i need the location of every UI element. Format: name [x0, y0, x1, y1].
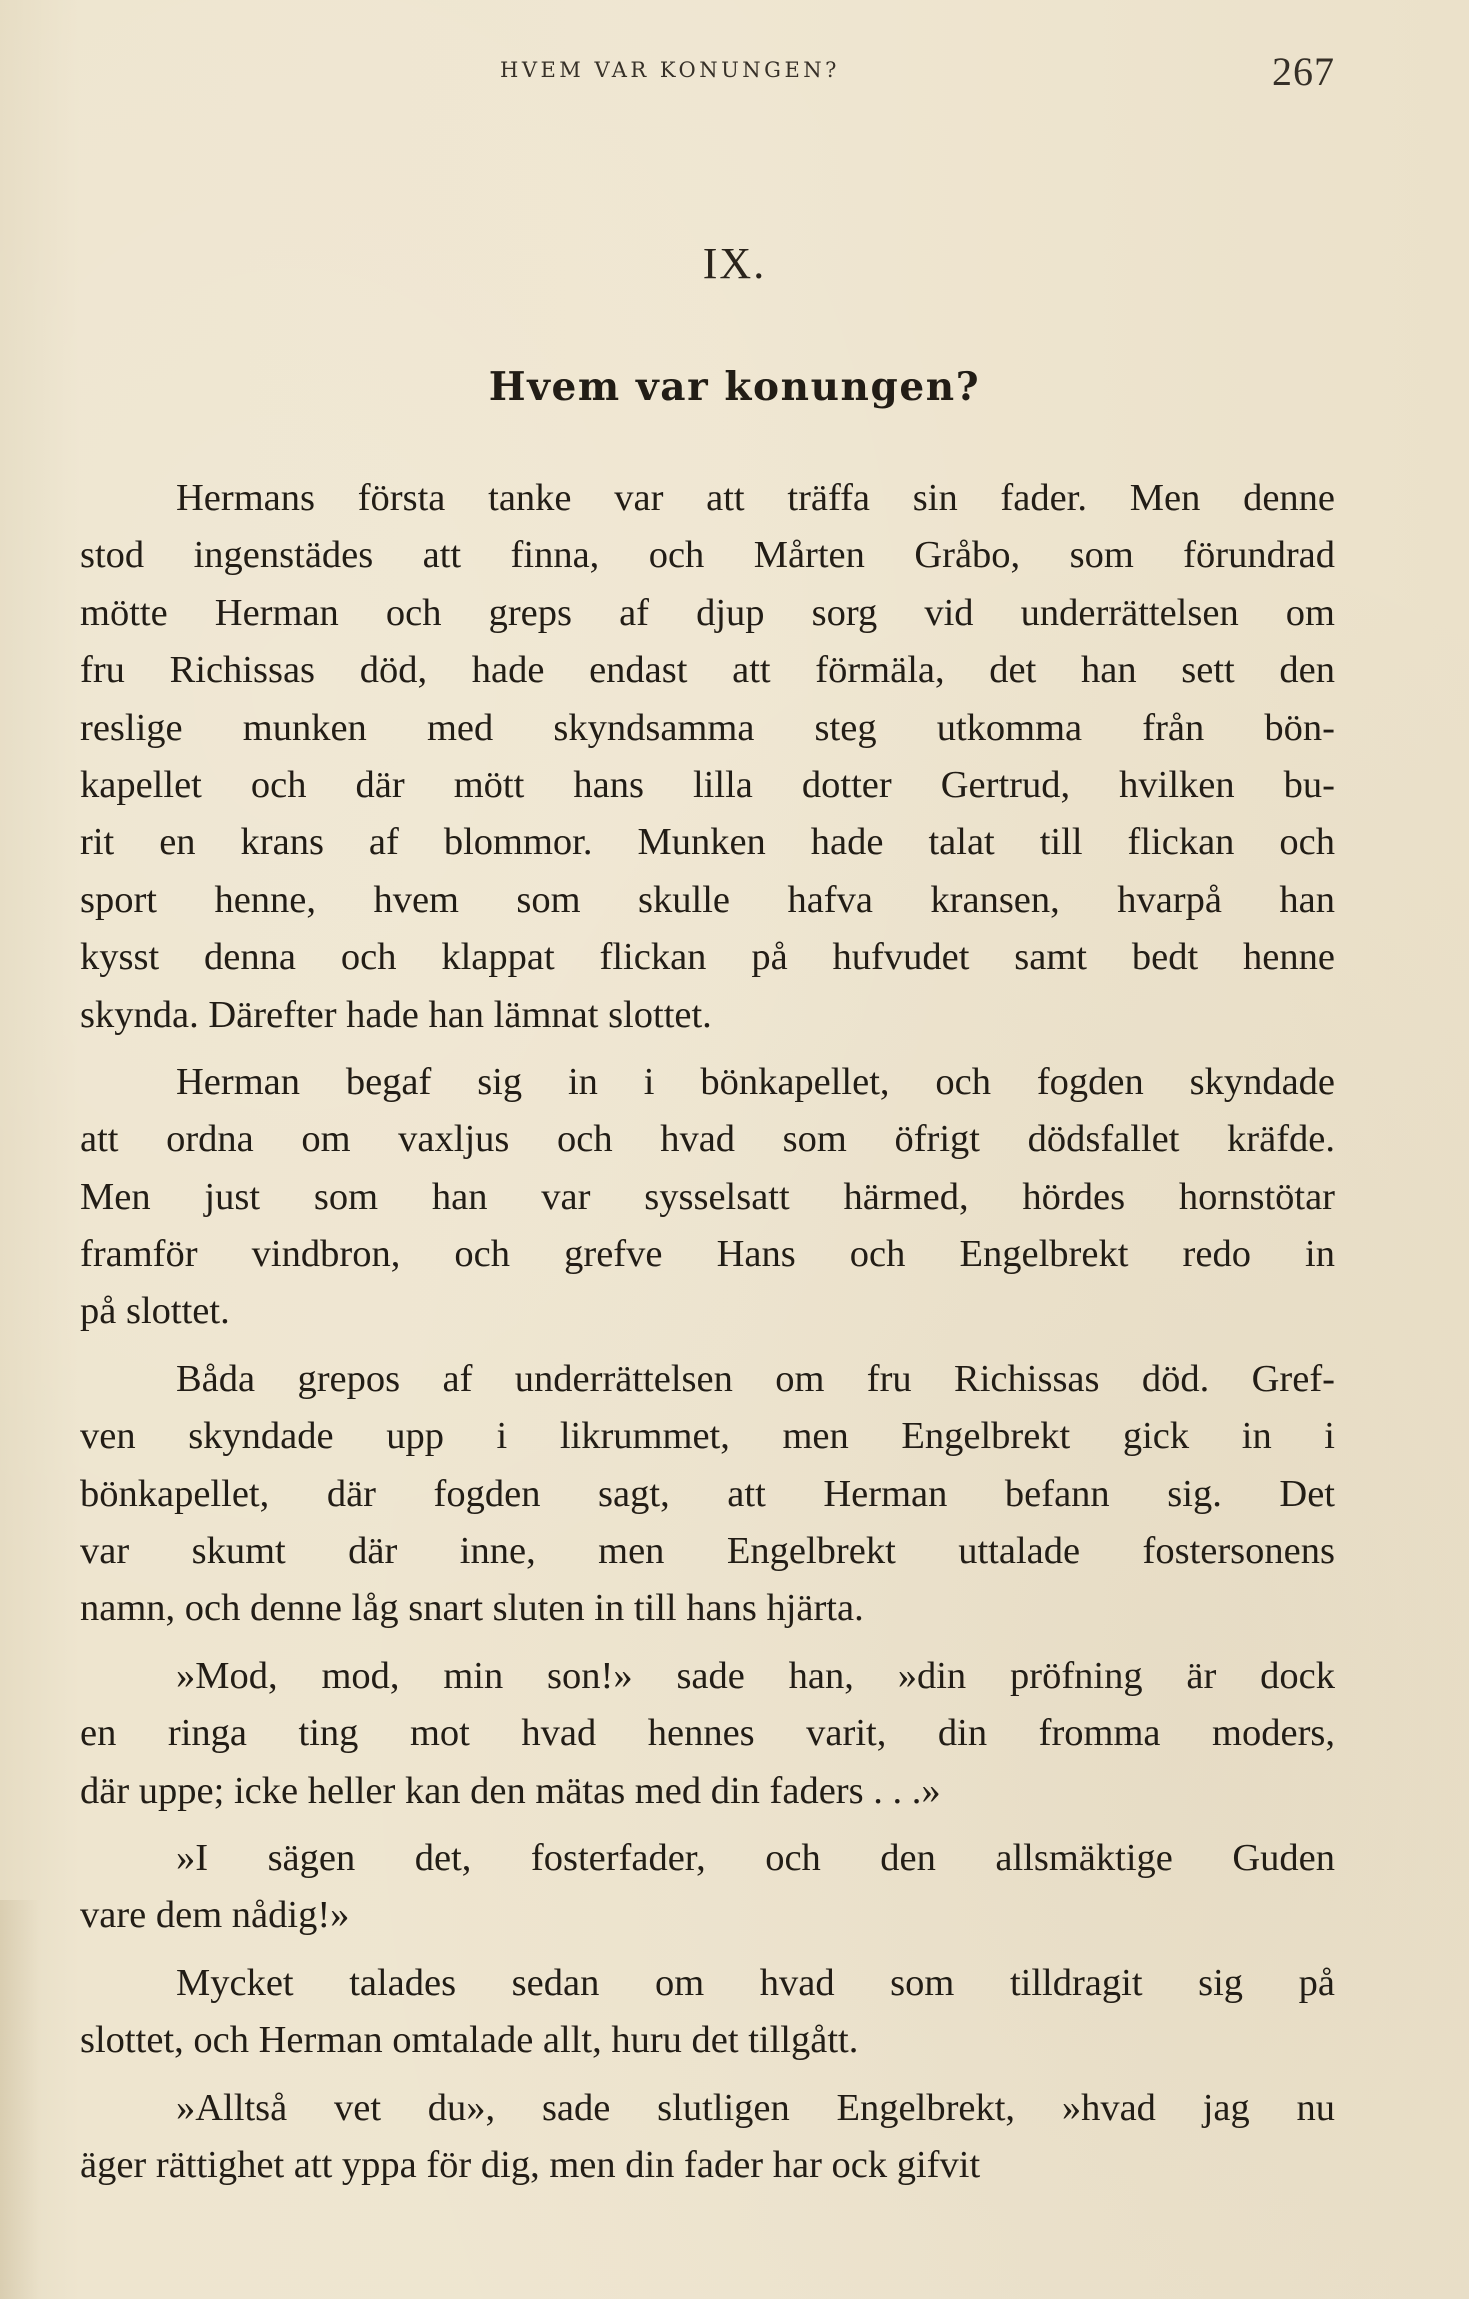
- text-line: kysst denna och klappat flickan på hufvudet samt bedt henne: [80, 936, 1335, 979]
- text-line: rit en krans af blommor. Munken hade talat till flickan och: [80, 821, 1335, 864]
- text-line: »Mod, mod, min son!» sade han, »din pröfning är dock: [176, 1654, 1335, 1697]
- text-line: på slottet.: [80, 1290, 230, 1333]
- text-line: ven skyndade upp i likrummet, men Engelbrekt gick in i: [80, 1415, 1335, 1458]
- text-line: kapellet och där mött hans lilla dotter Gertrud, hvilken bu-: [80, 763, 1335, 806]
- text-line: vare dem nådig!»: [80, 1894, 350, 1937]
- text-line: Herman begaf sig in i bönkapellet, och fogden skyndade: [176, 1060, 1335, 1103]
- text-line: mötte Herman och greps af djup sorg vid underrättelsen om: [80, 591, 1335, 634]
- text-line: namn, och denne låg snart sluten in till hans hjärta.: [80, 1587, 864, 1630]
- paragraph: [80, 470, 1335, 1044]
- paragraph: [80, 1351, 1335, 1638]
- text-line: Men just som han var sysselsatt härmed, hördes hornstötar: [80, 1175, 1335, 1218]
- running-header: [80, 48, 1335, 98]
- text-line: »I sägen det, fosterfader, och den allsmäktige Guden: [176, 1836, 1335, 1879]
- text-line: äger rättighet att yppa för dig, men din fader har ock gifvit: [80, 2143, 981, 2186]
- text-line: skynda. Därefter hade han lämnat slottet.: [80, 993, 712, 1036]
- text-line: fru Richissas död, hade endast att förmäla, det han sett den: [80, 649, 1335, 692]
- paragraph: [80, 1054, 1335, 1341]
- text-line: var skumt där inne, men Engelbrekt uttalade fostersonens: [80, 1530, 1335, 1573]
- chapter-number: IX.: [702, 239, 767, 288]
- paragraph: [80, 1648, 1335, 1820]
- text-line: »Alltså vet du», sade slutligen Engelbrekt, »hvad jag nu: [176, 2086, 1335, 2129]
- text-line: Mycket talades sedan om hvad som tilldragit sig på: [176, 1961, 1335, 2004]
- running-title: HVEM VAR KONUNGEN?: [500, 58, 840, 82]
- page-number: 267: [1272, 49, 1335, 94]
- paragraph: [80, 1955, 1335, 2070]
- text-line: stod ingenstädes att finna, och Mårten Gråbo, som förundrad: [80, 534, 1335, 577]
- text-line: Båda grepos af underrättelsen om fru Richissas död. Gref-: [176, 1357, 1335, 1400]
- text-line: sport henne, hvem som skulle hafva kransen, hvarpå han: [80, 878, 1335, 921]
- text-line: Hermans första tanke var att träffa sin fader. Men denne: [176, 477, 1335, 519]
- chapter-title: Hvem var konungen?: [488, 364, 981, 410]
- text-line: en ringa ting mot hvad hennes varit, din fromma moders,: [80, 1712, 1335, 1755]
- paragraph: [80, 2080, 1335, 2195]
- text-line: där uppe; icke heller kan den mätas med din faders . . .»: [80, 1769, 941, 1812]
- text-line: att ordna om vaxljus och hvad som öfrigt dödsfallet kräfde.: [80, 1118, 1335, 1161]
- paragraph: [80, 1830, 1335, 1945]
- body-text: [80, 470, 1335, 2194]
- text-line: reslige munken med skyndsamma steg utkomma från bön-: [80, 706, 1335, 749]
- page-edge-shadow: [0, 1900, 40, 2299]
- text-line: slottet, och Herman omtalade allt, huru det tillgått.: [80, 2019, 859, 2062]
- text-line: bönkapellet, där fogden sagt, att Herman befann sig. Det: [80, 1472, 1335, 1515]
- text-line: framför vindbron, och grefve Hans och Engelbrekt redo in: [80, 1233, 1335, 1276]
